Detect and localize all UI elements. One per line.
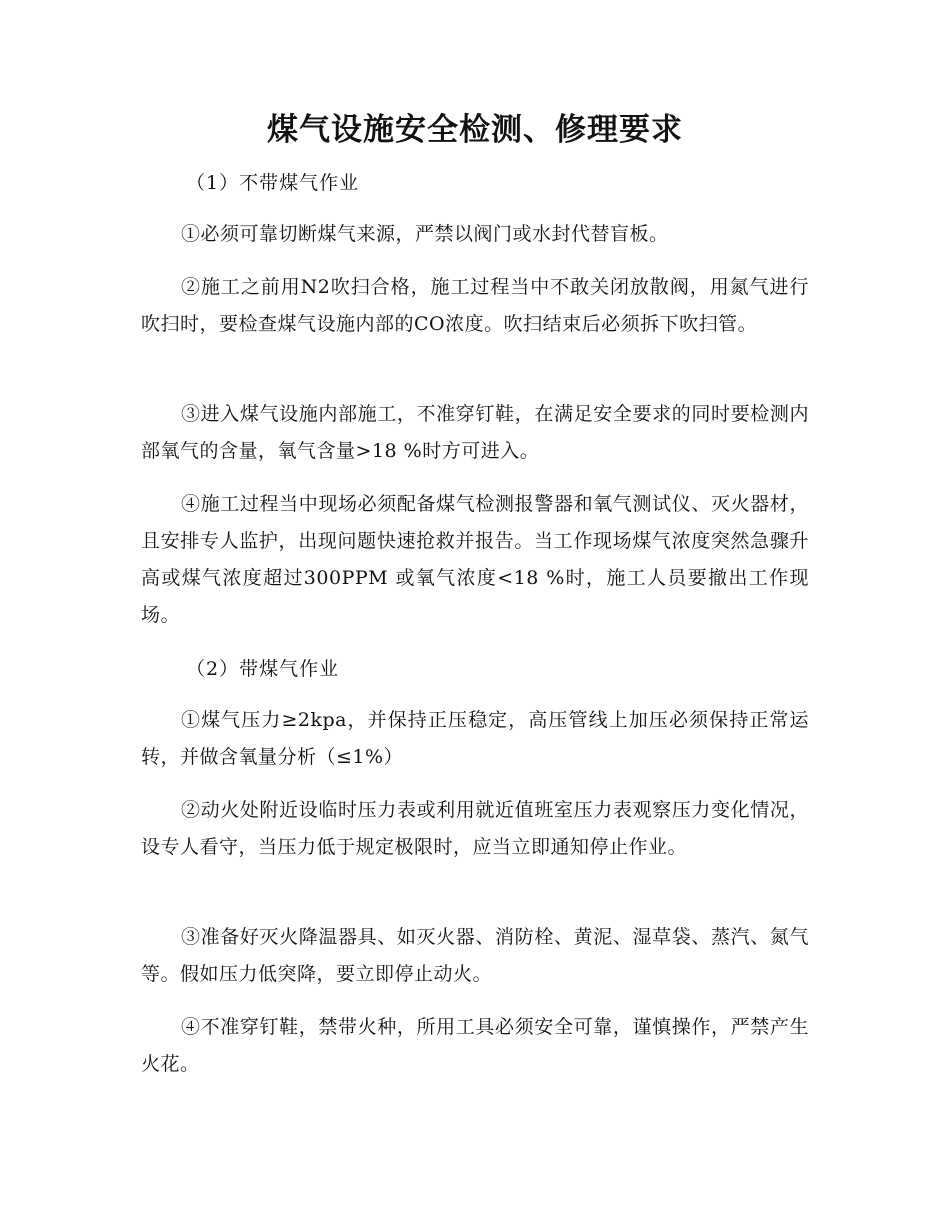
paragraph-no-gas-item-2: ②施工之前用N2吹扫合格，施工过程当中不敢关闭放散阀，用氮气进行吹扫时，要检查煤气设施内部的CO浓度。吹扫结束后必须拆下吹扫管。 [141, 276, 809, 335]
section-heading-gas-work: （2）带煤气作业 [186, 658, 340, 680]
paragraph-gas-item-2: ②动火处附近设临时压力表或利用就近值班室压力表观察压力变化情况，设专人看守，当压力低于规定极限时，应当立即通知停止作业。 [141, 799, 809, 858]
document-title: 煤气设施安全检测、修理要求 [267, 112, 683, 148]
paragraph-no-gas-item-3: ③进入煤气设施内部施工，不准穿钉鞋，在满足安全要求的同时要检测内部氧气的含量，氧气含量>18 %时方可进入。 [141, 403, 809, 462]
paragraph-no-gas-item-1: ①必须可靠切断煤气来源，严禁以阀门或水封代替盲板。 [181, 223, 669, 245]
paragraph-no-gas-item-4: ④施工过程当中现场必须配备煤气检测报警器和氧气测试仪、灭火器材，且安排专人监护，出现问题快速抢救并报告。当工作现场煤气浓度突然急骤升高或煤气浓度超过300PPM 或氧气浓度<18 %时，施工人员要撤出工作现场。 [141, 493, 809, 626]
paragraph-gas-item-3: ③准备好灭火降温器具、如灭火器、消防栓、黄泥、湿草袋、蒸汽、氮气等。假如压力低突降，要立即停止动火。 [141, 926, 809, 985]
paragraph-gas-item-4: ④不准穿钉鞋，禁带火种，所用工具必须安全可靠，谨慎操作，严禁产生火花。 [141, 1016, 809, 1075]
paragraph-gas-item-1: ①煤气压力≥2kpa，并保持正压稳定，高压管线上加压必须保持正常运转，并做含氧量分析（≤1%） [141, 709, 809, 768]
section-heading-no-gas-work: （1）不带煤气作业 [186, 172, 360, 194]
